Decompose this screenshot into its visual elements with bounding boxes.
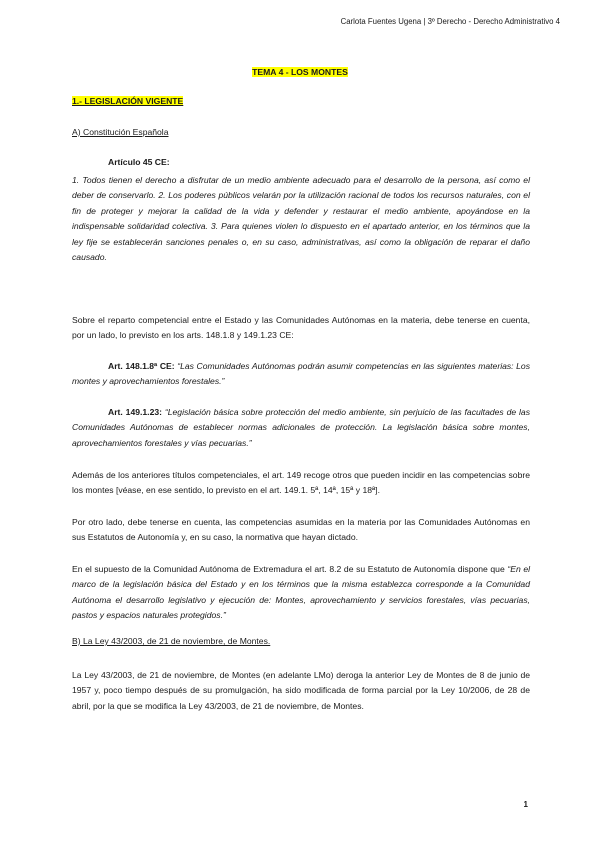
article-45-label: Artículo 45 CE: xyxy=(108,157,170,167)
article-148-label: Art. 148.1.8ª CE: xyxy=(108,361,175,371)
section-heading-text: 1.- LEGISLACIÓN VIGENTE xyxy=(72,96,184,106)
subheading-ley-montes: B) La Ley 43/2003, de 21 de noviembre, de Montes. xyxy=(72,636,271,646)
paragraph-extremadura xyxy=(72,562,530,624)
page-number: 1 xyxy=(523,800,528,809)
article-149-text: “Legislación básica sobre protección del medio ambiente, sin perjuicio de las facultades de las Comunidades Autónomas de establecer normas adicionales de protección. La legislación básica sobre montes, aprovechamientos forestales y vías pecuarias.” xyxy=(72,407,530,448)
extremadura-quote: “En el marco de la legislación básica del Estado y en los términos que la misma establezca corresponde a la Comunidad Autónoma el desarrollo legislativo y ejecución de: Montes, aprovechamiento y servicios forestales, vías pecuarias, pastos y espacios naturales protegidos.” xyxy=(72,564,531,621)
article-148-block xyxy=(72,359,530,390)
article-148-text: “Las Comunidades Autónomas podrán asumir competencias en las siguientes materias: Los montes y aprovechamientos forestales.” xyxy=(72,361,531,387)
extremadura-intro: En el supuesto de la Comunidad Autónoma de Extremadura el art. 8.2 de su Estatuto de Autonomía dispone que xyxy=(72,564,505,574)
running-header: Carlota Fuentes Ugena | 3º Derecho - Derecho Administrativo 4 xyxy=(340,17,560,26)
article-45-text: 1. Todos tienen el derecho a disfrutar de un medio ambiente adecuado para el desarrollo de la persona, así como el deber de conservarlo. 2. Los poderes públicos velarán por la utilización racional de todos los recursos naturales, con el fin de proteger y mejorar la calidad de la vida y defender y restaurar el medio ambiente, apoyándose en la indispensable solidaridad colectiva. 3. Para quienes violen lo dispuesto en el apartado anterior, en los términos que la ley fije se establecerán sanciones penales o, en su caso, administrativas, así como la obligación de reparar el daño causado. xyxy=(72,175,530,263)
title-text: TEMA 4 - LOS MONTES xyxy=(252,67,348,77)
paragraph-reparto: Sobre el reparto competencial entre el Estado y las Comunidades Autónomas en la materia, debe tenerse en cuenta, por un lado, lo previsto en los arts. 148.1.8 y 149.1.23 CE: xyxy=(72,315,530,341)
article-149-label: Art. 149.1.23: xyxy=(108,407,162,417)
paragraph-ley-43-2003: La Ley 43/2003, de 21 de noviembre, de Montes (en adelante LMo) deroga la anterior Ley de Montes de 8 de junio de 1957 y, poco tiempo después de su promulgación, ha sido modificada de forma parcial por la Ley 10/2006, de 28 de abril, por la que se modifica la Ley 43/2003, de 21 de noviembre, de Montes. xyxy=(72,670,530,711)
paragraph-otro-lado: Por otro lado, debe tenerse en cuenta, las competencias asumidas en la materia por las Comunidades Autónomas en sus Estatutos de Autonomía y, en su caso, la normativa que hayan dictado. xyxy=(72,517,530,543)
section-heading xyxy=(72,96,183,106)
subheading-constitucion: A) Constitución Española xyxy=(72,127,169,137)
paragraph-ademas: Además de los anteriores títulos competenciales, el art. 149 recoge otros que pueden incidir en las competencias sobre los montes [véase, en ese sentido, lo previsto en el art. 149.1. 5ª, 14ª, 15ª y 18ª]. xyxy=(72,470,530,496)
article-149-block xyxy=(72,405,530,451)
document-title xyxy=(0,67,600,77)
